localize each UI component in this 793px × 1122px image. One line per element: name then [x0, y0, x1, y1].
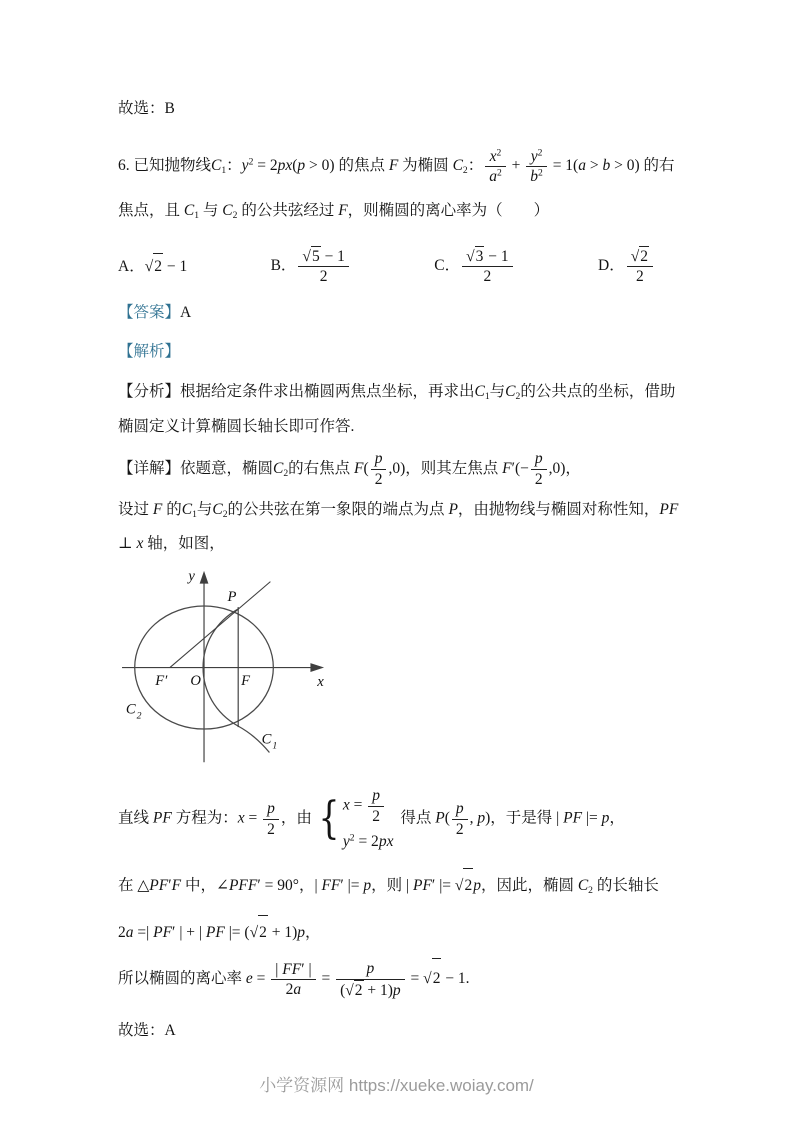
- fraction: [263, 799, 279, 839]
- math-var: y: [241, 157, 249, 175]
- radical-sign: √: [466, 247, 475, 265]
- math-var: px: [277, 157, 293, 175]
- text-run: 方程为：: [171, 809, 238, 827]
- text-run: +: [507, 157, 525, 175]
- text-run: 在 △: [118, 877, 150, 895]
- detail-paragraph-2: [118, 493, 683, 561]
- text-run: =: [244, 809, 262, 827]
- numerator: [371, 449, 387, 468]
- text-run: (: [340, 981, 346, 999]
- denominator: [531, 469, 547, 489]
- fraction: [531, 449, 547, 489]
- math-var: P: [435, 809, 445, 827]
- analysis-paragraph: [118, 375, 683, 445]
- denominator: [336, 979, 405, 1000]
- text-run: 2: [354, 981, 363, 999]
- square-root: [302, 246, 320, 266]
- text-run: ，由: [280, 809, 312, 827]
- text-run: 2: [483, 268, 492, 286]
- math-var: C: [211, 157, 222, 175]
- major-axis-paragraph: [118, 915, 683, 950]
- math-var: p: [392, 981, 401, 999]
- math-var: FF: [321, 877, 341, 895]
- math-var: C: [474, 382, 485, 400]
- text-run: − 1: [162, 257, 188, 275]
- superscript: 2: [538, 168, 543, 179]
- text-run: ,0)，则其左焦点: [388, 459, 503, 477]
- numerator: [462, 246, 513, 266]
- text-run: 故选：A: [118, 1022, 176, 1040]
- subscript: 2: [462, 165, 468, 177]
- option-d: [598, 246, 655, 287]
- math-var: x: [237, 809, 245, 827]
- math-var: p: [477, 809, 486, 827]
- numerator: [368, 786, 384, 805]
- text-run: 与: [196, 500, 213, 518]
- text-run: 中，∠: [181, 877, 229, 895]
- text-run: ，: [305, 924, 321, 942]
- previous-answer-line: [118, 96, 683, 122]
- label-focus-fprime: F′: [155, 673, 168, 690]
- math-var: C: [577, 877, 589, 895]
- label-c1-letter: C: [261, 731, 272, 748]
- math-var: C: [273, 459, 284, 477]
- fraction: [452, 799, 468, 839]
- math-var: C: [212, 500, 223, 518]
- text-run: 的: [162, 500, 182, 518]
- text-run: − 1.: [441, 970, 470, 988]
- text-run: 2: [374, 470, 383, 488]
- denominator: [526, 166, 547, 186]
- numerator: [336, 959, 405, 978]
- text-run: 2: [534, 470, 543, 488]
- text-run: 的右焦点: [288, 459, 355, 477]
- label-point-p: P: [227, 589, 237, 606]
- math-var: p: [372, 787, 381, 805]
- final-answer-line: [118, 1018, 683, 1044]
- fraction: [462, 246, 513, 287]
- numerator: [531, 449, 547, 468]
- math-var: e: [245, 970, 253, 988]
- math-var: PF: [152, 809, 172, 827]
- radicand: [153, 253, 163, 280]
- text-run: =: [317, 970, 335, 988]
- text-run: ：: [226, 157, 242, 175]
- text-run: = 1(: [548, 157, 579, 175]
- eccentricity-paragraph: [118, 958, 683, 1000]
- cases-row: [343, 832, 394, 852]
- text-run: 2: [464, 877, 473, 895]
- math-var: PF: [153, 924, 173, 942]
- fraction: [627, 246, 653, 287]
- square-root: [423, 958, 441, 999]
- footer-site-text: 小学资源网 https://xueke.woiay.com/: [259, 1076, 534, 1095]
- text-run: =|: [133, 924, 154, 942]
- text-run: )，于是得 |: [485, 809, 564, 827]
- text-run: >: [585, 157, 603, 175]
- math-var: a: [578, 157, 586, 175]
- math-var: C: [505, 382, 516, 400]
- text-run: =: [252, 970, 270, 988]
- text-run: 2: [640, 247, 648, 265]
- radical-sign: √: [454, 877, 464, 895]
- subscript: 1: [221, 165, 227, 177]
- text-run: C．: [434, 256, 461, 274]
- math-var: y: [530, 147, 538, 165]
- text-run: 3: [475, 247, 484, 265]
- denominator: [371, 469, 387, 489]
- text-run: > 0) 的焦点: [305, 157, 389, 175]
- text-run: 2: [455, 820, 464, 838]
- math-var: p: [374, 450, 383, 468]
- text-run: 的公共弦在第一象限的端点为点: [227, 500, 449, 518]
- text-run: ⊥: [118, 535, 137, 553]
- jiexi-line: [118, 339, 683, 365]
- text-run: 2: [635, 268, 644, 286]
- label-y-axis: y: [188, 568, 195, 585]
- square-root: [250, 915, 268, 950]
- radicand: [311, 246, 321, 266]
- subscript: 2: [232, 210, 238, 222]
- line-fprime-p: [170, 582, 271, 668]
- text-run: ′: [168, 877, 172, 895]
- math-var: p: [363, 877, 372, 895]
- option-c: [434, 246, 514, 287]
- math-var: PF: [563, 809, 583, 827]
- denominator: [263, 819, 279, 839]
- math-var: p: [366, 960, 375, 978]
- math-var: C: [222, 202, 233, 220]
- math-var: p: [473, 877, 481, 895]
- text-run: ′ = 90°，|: [257, 877, 322, 895]
- text-run: 2: [432, 970, 441, 988]
- math-var: a: [489, 168, 497, 186]
- label-origin-o: O: [190, 673, 201, 690]
- question-6-stem: [118, 144, 683, 234]
- math-var: F: [171, 877, 182, 895]
- denominator: [368, 806, 384, 826]
- cases-rows: [343, 786, 394, 852]
- label-c2-subscript: 2: [136, 710, 142, 722]
- math-var: p: [297, 157, 306, 175]
- text-run: 与: [489, 382, 506, 400]
- option-b: [271, 246, 351, 287]
- text-run: 2: [267, 820, 275, 838]
- text-run: (: [363, 459, 369, 477]
- text-run: |= (: [224, 924, 250, 942]
- detail-paragraph-1: [118, 449, 683, 489]
- cases-row: [343, 786, 394, 826]
- answer-line: [118, 300, 683, 326]
- options-row: [118, 244, 683, 288]
- numerator: [526, 147, 547, 166]
- numerator: [485, 147, 506, 166]
- text-run: = 2: [253, 157, 278, 175]
- subscript: 1: [192, 508, 197, 520]
- text-run: 【分析】根据给定条件求出椭圆两焦点坐标，再求出: [118, 382, 475, 400]
- y-axis-arrow: [200, 571, 209, 584]
- numerator: [452, 799, 468, 818]
- math-var: F: [502, 459, 512, 477]
- numerator: [271, 960, 315, 979]
- math-var: p: [601, 809, 610, 827]
- option-a: [118, 253, 187, 280]
- text-run: 直线: [118, 809, 153, 827]
- fraction: [526, 147, 547, 187]
- square-root: [631, 246, 649, 266]
- answer-label: 【答案】: [118, 304, 181, 322]
- text-run: (: [444, 809, 450, 827]
- superscript: 2: [248, 157, 254, 169]
- text-run: =: [406, 970, 424, 988]
- jiexi-label: 【解析】: [118, 342, 181, 360]
- math-var: C: [452, 157, 463, 175]
- radical-sign: √: [144, 257, 154, 275]
- math-var: PF: [659, 500, 679, 518]
- math-var: px: [378, 832, 394, 850]
- math-var: b: [602, 157, 611, 175]
- radicand: [639, 246, 649, 266]
- x-axis-arrow: [310, 663, 324, 672]
- text-run: |=: [582, 809, 602, 827]
- radicand: [432, 958, 442, 999]
- radicand: [463, 868, 473, 903]
- text-run: 2: [118, 924, 126, 942]
- math-var: a: [293, 981, 302, 999]
- text-run: 【详解】依题意，椭圆: [118, 459, 274, 477]
- text-run: 轴，如图，: [143, 535, 225, 553]
- math-var: C: [183, 202, 195, 220]
- square-root: [345, 980, 363, 1000]
- text-run: (: [292, 157, 298, 175]
- radical-sign: √: [423, 970, 432, 988]
- answer-value: A: [180, 304, 192, 322]
- text-run: = 2: [354, 832, 379, 850]
- math-var: p: [455, 800, 464, 818]
- square-root: [455, 868, 473, 903]
- math-var: PFF: [228, 877, 258, 895]
- radical-sign: √: [630, 247, 640, 265]
- subscript: 2: [515, 390, 521, 402]
- text-run: 2: [319, 268, 328, 286]
- text-run: 所以椭圆的离心率: [118, 970, 246, 988]
- math-var: y: [342, 832, 350, 850]
- text-run: + 1): [267, 924, 298, 942]
- radical-sign: √: [302, 247, 311, 265]
- label-c2-letter: C: [125, 701, 136, 718]
- radicand: [354, 980, 364, 1000]
- text-run: ，则椭圆的离心率为（ ）: [347, 202, 550, 220]
- text-run: 为椭圆: [398, 157, 453, 175]
- text-run: ′ |: [301, 960, 312, 978]
- figure-svg: [118, 567, 333, 772]
- text-run: D．: [598, 256, 625, 274]
- figure-conic-diagram: [118, 567, 683, 772]
- text-run: 的公共点的坐标，借助椭圆定义计算椭圆长轴长即可作答.: [118, 382, 676, 435]
- subscript: 2: [222, 508, 228, 520]
- superscript: 2: [496, 168, 502, 179]
- fraction: [371, 449, 387, 489]
- subscript: 2: [283, 467, 289, 479]
- text-run: |: [275, 960, 283, 978]
- text-run: ,: [469, 809, 478, 827]
- math-var: F: [388, 157, 399, 175]
- denominator: [271, 979, 315, 999]
- text-run: ：: [467, 157, 484, 175]
- text-run: 的公共弦经过: [237, 202, 339, 220]
- text-run: 故选：B: [118, 100, 175, 117]
- numerator: [263, 799, 279, 818]
- text-run: ，由抛物线与椭圆对称性知，: [457, 500, 660, 518]
- text-run: ′ |=: [340, 877, 364, 895]
- math-var: PF: [149, 877, 169, 895]
- text-run: ,0)，: [548, 459, 581, 477]
- math-var: F: [152, 500, 163, 518]
- radical-sign: √: [345, 981, 354, 999]
- fraction: [336, 959, 405, 1000]
- label-focus-f: F: [241, 673, 251, 690]
- line-pf-equation-paragraph: [118, 786, 683, 852]
- denominator: [452, 819, 468, 839]
- text-run: B．: [270, 256, 297, 274]
- math-var: P: [448, 500, 458, 518]
- square-root: [145, 253, 163, 280]
- text-run: ′ |=: [431, 877, 455, 895]
- text-run: 的长轴长: [592, 877, 659, 895]
- superscript: 2: [537, 147, 543, 159]
- text-run: A．: [118, 257, 145, 275]
- fraction: [271, 960, 315, 1000]
- text-run: > 0) 的右焦点，且: [118, 157, 675, 220]
- superscript: 2: [496, 147, 502, 159]
- denominator: [627, 266, 653, 286]
- subscript: 1: [194, 210, 200, 222]
- text-run: =: [349, 796, 367, 814]
- label-x-axis: x: [317, 674, 324, 691]
- math-var: F: [354, 459, 364, 477]
- text-run: 2: [372, 807, 381, 825]
- fraction: [368, 786, 384, 826]
- text-run: 5: [311, 247, 320, 265]
- superscript: 2: [349, 832, 355, 844]
- label-c1-subscript: 1: [272, 740, 278, 752]
- triangle-paragraph: [118, 868, 683, 903]
- text-run: − 1: [320, 247, 345, 265]
- fraction: [485, 147, 506, 187]
- numerator: [627, 246, 653, 266]
- text-run: 与: [199, 202, 223, 220]
- denominator: [485, 166, 506, 186]
- radicand: [258, 915, 268, 950]
- subscript: 2: [588, 884, 593, 896]
- radicand: [475, 246, 485, 266]
- fraction: [298, 246, 349, 287]
- math-var: F: [338, 202, 348, 220]
- denominator: [298, 266, 349, 286]
- text-run: − 1: [484, 247, 509, 265]
- numerator: [298, 246, 349, 266]
- text-run: 得点: [396, 809, 436, 827]
- math-var: PF: [412, 877, 432, 895]
- math-var: b: [530, 168, 539, 186]
- brace: {: [318, 793, 340, 845]
- math-var: PF: [205, 924, 225, 942]
- text-run: + 1): [363, 981, 393, 999]
- text-run: ，因此，椭圆: [480, 877, 578, 895]
- math-var: x: [342, 796, 350, 814]
- math-var: x: [489, 147, 497, 165]
- radical-sign: √: [249, 924, 259, 942]
- math-var: a: [125, 924, 134, 942]
- text-run: ′(−: [511, 459, 529, 477]
- subscript: 1: [484, 390, 490, 402]
- math-var: p: [297, 924, 306, 942]
- square-root: [466, 246, 484, 266]
- math-var: x: [136, 535, 144, 553]
- text-run: ，则 |: [371, 877, 413, 895]
- text-run: 2: [285, 981, 294, 999]
- math-var: p: [534, 450, 543, 468]
- text-run: ′ | + |: [172, 924, 206, 942]
- text-run: ，: [609, 809, 625, 827]
- cases-system: [315, 786, 394, 852]
- text-run: 2: [154, 257, 162, 275]
- math-var: FF: [282, 960, 302, 978]
- text-run: 2: [259, 924, 267, 942]
- text-run: 设过: [118, 500, 153, 518]
- denominator: [462, 266, 513, 286]
- text-run: 6. 已知抛物线: [118, 157, 212, 175]
- math-var: C: [181, 500, 193, 518]
- math-var: p: [267, 800, 275, 818]
